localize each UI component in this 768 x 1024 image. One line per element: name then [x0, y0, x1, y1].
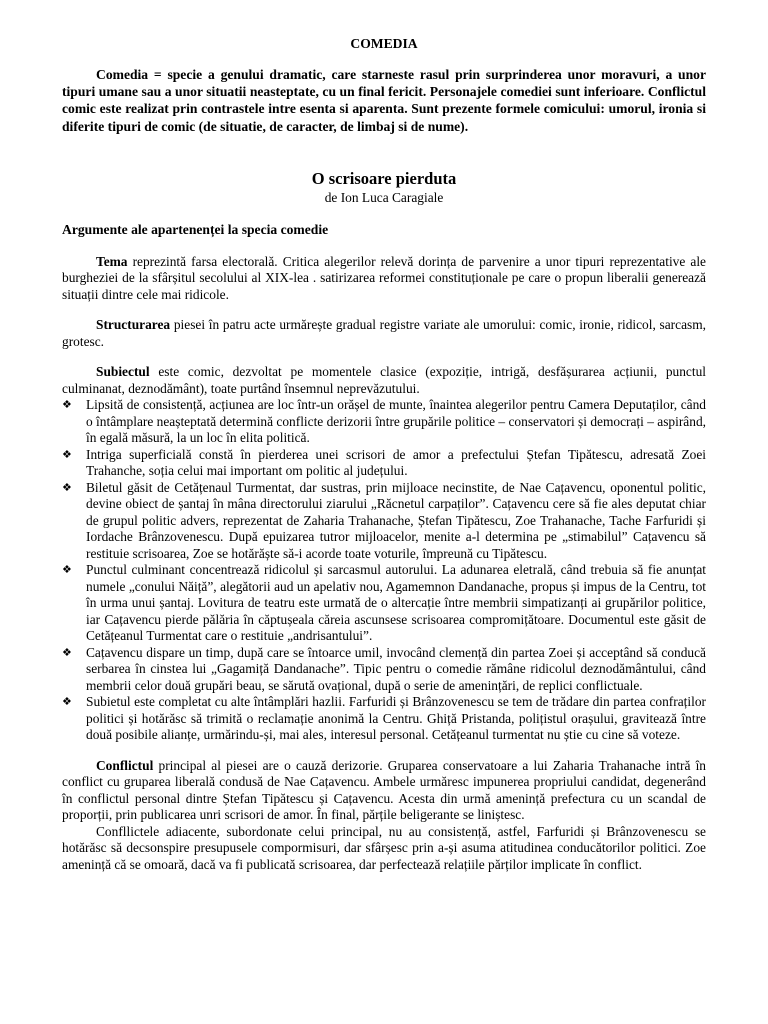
paragraph-tema — [62, 254, 706, 304]
document-title: COMEDIA — [350, 36, 418, 51]
four-petal-diamond-icon: ❖ — [62, 564, 72, 577]
list-item — [62, 397, 706, 447]
paragraph-conflictul — [62, 758, 706, 824]
list-item-text: Cațavencu dispare un timp, după care se întoarce umil, invocând clemență din partea Zoei și acceptând să conducă serbarea în cinstea lui „Gagamiță Dandanache”. Tipic pentru o comedie rămâne ridicolul deznodământului, când membrii celor două grupări beau, se sărută ovațional, după o serie de amenințări, de replici conflictuale. — [86, 644, 706, 693]
text-tema: reprezintă farsa electorală. Critica alegerilor relevă dorința de parvenire a unor tipuri reprezentative ale burgheziei de la sfârșitul secolului al XIX-lea . satirizarea reformei constituționale pe care o propun liberalii generează situații dintre cele mai ridicole. — [62, 253, 706, 302]
list-item — [62, 694, 706, 744]
list-item — [62, 645, 706, 695]
list-item-text: Punctul culminant concentrează ridicolul și sarcasmul autorului. La adunarea eletrală, când trebuia să fie anunțat numele „conului Năiță”, alegătorii aud un apelativ nou, Agamemnon Dandanache, propus și impus de la Centru, tot în urma unui șantaj. Lovitura de teatru este urmată de o altercație între membrii simpatizanți ai grupărilor politice, iar Cațavencu pierde pălăria în căptușeala căreia ascunsese scrisoarea compromițătoare. Documentul este găsit de Cetățeanul Turmentat care o restituie „andrisantului”. — [86, 562, 706, 644]
paragraph-conflicte-adiacente: Confllictele adiacente, subordonate celui principal, nu au consistență, astfel, Farfuridi și Brânzovenescu se hotărăsc să decsonspire presupusele compormisuri, dar sfârșesc prin a-și asuma atitudinea conducătorilor politici. Zoe amenință că se omoară, dacă va fi publicată scrisoarea, dar perfectează relațiile părților implicate în conflict. — [62, 823, 706, 872]
list-item-text: Biletul găsit de Cetățenaul Turmentat, dar sustras, prin mijloace necinstite, de Nae Cațavencu, oponentul politic, devine obiect de șantaj în mâna directorului ziarului „Răcnetul carpaților”. Cațavencu cere să fie ales deputat chiar de grupul politic advers, reprezentat de Zaharia Trahanache, Ștefan Tipătescu, Zoe Trahanache, Tache Farfuridi și Iordache Brânzovenescu. După epuizarea tutror mijloacelor, menite a-l determina pe „stimabilul” Cațavencu să restituie scrisoarea, Zoe se hotărăște să-i acorde toate voturile, împreună cu Tipătescu. — [86, 479, 706, 561]
text-subiectul: este comic, dezvoltat pe momentele clasice (expoziție, intrigă, desfășurarea acțiunii, punctul culminanat, deznodământ), toate purtând însemnul neprevăzutului. — [62, 364, 706, 396]
list-item — [62, 480, 706, 563]
list-item-text: Lipsită de consistență, acțiunea are loc într-un orășel de munte, înaintea alegerilor pentru Camera Deputaților, când o întâmplare neașteptată determină conflicte derizorii între grupările politice – conservatori și democrați – aspirând, în egală măsură, la un loc în elita politică. — [86, 397, 706, 446]
paragraph-structurarea — [62, 317, 706, 350]
term-structurarea: Structurarea — [96, 317, 171, 333]
term-tema: Tema — [96, 253, 128, 269]
four-petal-diamond-icon: ❖ — [62, 646, 72, 659]
four-petal-diamond-icon: ❖ — [62, 448, 72, 461]
four-petal-diamond-icon: ❖ — [62, 481, 72, 494]
intro-definition: Comedia = specie a genului dramatic, care starneste rasul prin surprinderea unor moravuri, a unor tipuri umane sau a unor situatii neasteptate, cu un final fericit. Personajele comediei sunt inferioare. Conflictul comic este realizat prin contrastele intre esenta si aparenta. Sunt prezente formele comicului: umorul, ironia si diferite tipuri de comic (de situatie, de caracter, de limbaj si de nume). — [62, 67, 706, 134]
list-item-text: Subietul este completat cu alte întâmplări hazlii. Farfuridi și Brânzovenescu se tem de trădare din partea confraților politici și hotărăsc să trimită o reclamație anonimă la Centru. Ghiță Pristanda, polițistul orașului, gravitează între două posibile alianțe, urmărindu-și, mai ales, interesul personal. Cetățeanul turmentat nu știe cu cine să voteze. — [86, 694, 706, 743]
work-title: O scrisoare pierduta — [311, 168, 457, 188]
four-petal-diamond-icon: ❖ — [62, 696, 72, 709]
list-item — [62, 562, 706, 645]
term-conflictul: Conflictul — [96, 757, 154, 773]
four-petal-diamond-icon: ❖ — [62, 399, 72, 412]
paragraph-subiectul — [62, 364, 706, 397]
section-heading: Argumente ale apartenenței la specia comedie — [62, 221, 329, 237]
term-subiectul: Subiectul — [96, 364, 150, 380]
text-conflictul: principal al piesei are o cauză derizorie. Gruparea conservatoare a lui Zaharia Trahanache intră în conflict cu gruparea liberală condusă de Nae Cațavencu. Ambele urmăresc impunerea propriului candidat, degenerând în conflictul personal dintre Ștefan Tipătescu și Cațavencu. Acesta din urmă amenință prefectura cu un scandal de proporții, prin publicarea unri scrisori de amor. În final, părțile beligerante se liniștesc. — [62, 757, 706, 823]
document-body — [62, 254, 706, 874]
list-item — [62, 447, 706, 480]
text-structurarea: piesei în patru acte urmărește gradual registre variate ale umorului: comic, ironie, ridicol, sarcasm, grotesc. — [62, 317, 706, 349]
work-author: de Ion Luca Caragiale — [324, 189, 444, 205]
subiect-bullet-list — [62, 397, 706, 744]
list-item-text: Intriga superficială constă în pierderea unei scrisori de amor a prefectului Ștefan Tipătescu, adresată Zoei Trahanche, soția celui mai important om politic al județului. — [86, 446, 706, 479]
